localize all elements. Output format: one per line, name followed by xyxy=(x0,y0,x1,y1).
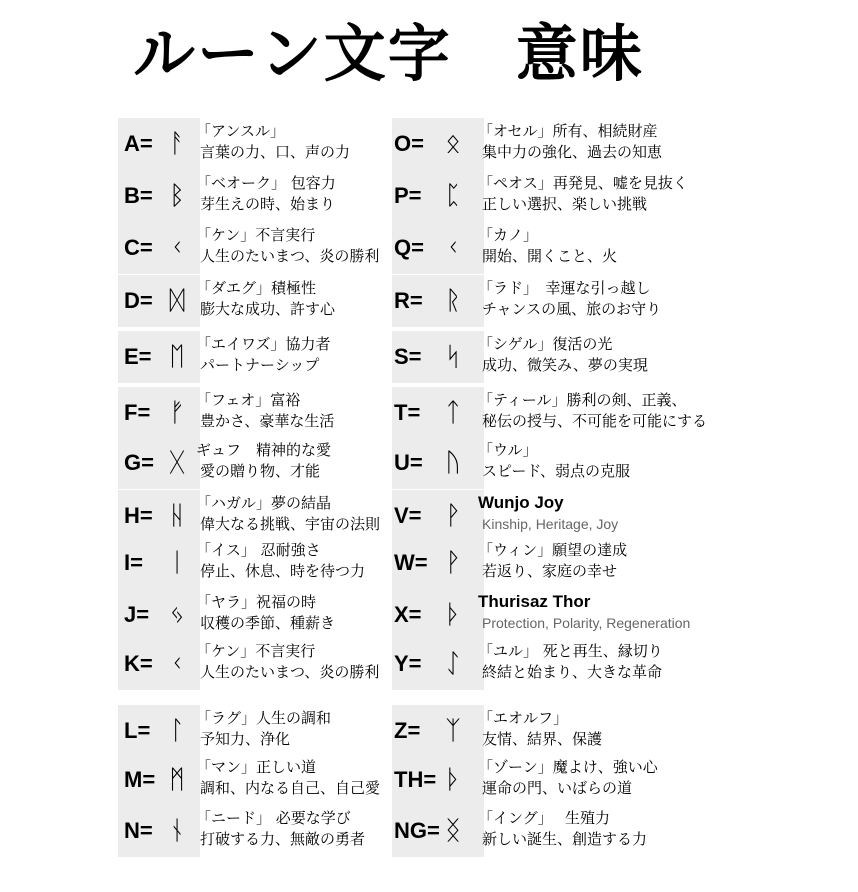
rune-meaning: 集中力の強化、過去の知恵 xyxy=(482,143,663,161)
rune-name: 「イング」 生殖力 xyxy=(478,809,610,827)
rune-meaning: Protection, Polarity, Regeneration xyxy=(482,615,691,631)
rune-entry xyxy=(392,387,712,439)
rune-letter: M= xyxy=(124,767,156,792)
rune-name: 「ヤラ」祝福の時 xyxy=(196,593,317,611)
rune-meaning: 膨大な成功、許す心 xyxy=(200,300,336,318)
rune-name: 「ゾーン」魔よけ、強い心 xyxy=(478,758,658,776)
rune-glyph: ᚷ xyxy=(169,448,185,478)
rune-name: 「マン」正しい道 xyxy=(196,758,317,776)
rune-glyph: ᚾ xyxy=(169,816,185,846)
rune-entry xyxy=(118,490,400,542)
rune-name: 「ベオーク」 包容力 xyxy=(196,174,336,192)
rune-entry xyxy=(392,222,712,274)
rune-entry xyxy=(118,118,400,170)
rune-letter: Q= xyxy=(394,235,424,260)
rune-letter: L= xyxy=(124,718,151,743)
rune-name: Wunjo Joy xyxy=(478,493,564,512)
rune-glyph: ᚦ xyxy=(445,600,461,630)
rune-meaning: 言葉の力、口、声の力 xyxy=(200,143,351,161)
rune-entry xyxy=(118,537,400,589)
rune-name: 「イス」 忍耐強さ xyxy=(196,541,321,559)
rune-meaning: 調和、内なる自己、自己愛 xyxy=(200,779,381,797)
rune-entry xyxy=(118,705,400,757)
rune-name: 「ユル」 死と再生、縁切り xyxy=(478,642,663,660)
rune-entry xyxy=(118,170,400,222)
rune-glyph: ᚹ xyxy=(445,501,461,531)
rune-letter: W= xyxy=(394,550,428,575)
rune-letter: U= xyxy=(394,450,423,475)
rune-name: 「ペオス」再発見、嘘を見抜く xyxy=(478,174,688,192)
rune-glyph: ᚱ xyxy=(445,286,461,316)
rune-glyph: ᛉ xyxy=(445,716,461,746)
rune-letter: T= xyxy=(394,400,421,425)
rune-meaning: 友情、結界、保護 xyxy=(482,730,603,748)
rune-letter: R= xyxy=(394,288,423,313)
rune-entry xyxy=(118,275,400,327)
rune-meaning: 豊かさ、豪華な生活 xyxy=(200,412,335,430)
rune-glyph: ᛖ xyxy=(169,342,185,372)
rune-glyph: ᛒ xyxy=(169,181,185,211)
rune-glyph: ᚨ xyxy=(169,129,185,159)
rune-glyph: ᛇ xyxy=(445,649,461,679)
rune-entry xyxy=(392,754,712,806)
rune-glyph: ᛟ xyxy=(445,129,461,159)
rune-meaning: 停止、休息、時を待つ力 xyxy=(200,562,366,580)
rune-letter: Z= xyxy=(394,718,421,743)
rune-entry xyxy=(392,118,712,170)
rune-meaning: 打破する力、無敵の勇者 xyxy=(200,830,366,848)
rune-glyph: ᛁ xyxy=(169,548,185,578)
rune-entry xyxy=(118,387,400,439)
rune-name: 「カノ」 xyxy=(478,226,539,244)
rune-name: 「ケン」不言実行 xyxy=(196,642,316,660)
rune-letter: B= xyxy=(124,183,153,208)
rune-entry xyxy=(118,331,400,383)
rune-meaning: 終結と始まり、大きな革命 xyxy=(482,663,663,681)
rune-name: 「ケン」不言実行 xyxy=(196,226,316,244)
rune-meaning: 正しい選択、楽しい挑戦 xyxy=(482,195,648,213)
rune-meaning: 人生のたいまつ、炎の勝利 xyxy=(200,663,380,681)
rune-glyph: ᚺ xyxy=(169,501,185,531)
rune-name: 「ハガル」夢の結晶 xyxy=(196,494,332,512)
rune-name: 「エイワズ」協力者 xyxy=(196,335,331,353)
rune-entry xyxy=(118,589,400,641)
rune-entry xyxy=(118,805,400,857)
rune-entry xyxy=(392,589,712,641)
rune-meaning: 開始、開くこと、火 xyxy=(482,247,618,265)
rune-glyph: ᚲ xyxy=(169,649,185,679)
rune-meaning: 成功、微笑み、夢の実現 xyxy=(482,356,648,374)
rune-entry xyxy=(392,275,712,327)
rune-name: 「オセル」所有、相続財産 xyxy=(478,122,658,140)
rune-meaning: スピード、弱点の克服 xyxy=(482,462,631,480)
rune-letter: E= xyxy=(124,344,152,369)
rune-name: Thurisaz Thor xyxy=(478,592,591,611)
rune-letter: S= xyxy=(394,344,422,369)
rune-meaning: Kinship, Heritage, Joy xyxy=(482,516,619,532)
rune-letter: F= xyxy=(124,400,151,425)
rune-glyph: ᛋ xyxy=(445,342,461,372)
rune-entry xyxy=(392,490,712,542)
rune-glyph: ᛝ xyxy=(445,816,461,846)
rune-name: 「フェオ」富裕 xyxy=(196,391,301,409)
rune-name: 「シゲル」復活の光 xyxy=(478,335,613,353)
rune-meaning: チャンスの風、旅のお守り xyxy=(482,300,662,318)
rune-meaning: 予知力、浄化 xyxy=(200,730,291,748)
rune-entry xyxy=(118,222,400,274)
rune-name: 「アンスル」 xyxy=(196,122,285,140)
rune-glyph: ᚠ xyxy=(169,398,185,428)
rune-name: 「ラグ」人生の調和 xyxy=(196,709,332,727)
rune-letter: Y= xyxy=(394,651,422,676)
rune-letter: NG= xyxy=(394,818,440,843)
rune-letter: V= xyxy=(394,503,422,528)
rune-entry xyxy=(118,638,400,690)
rune-meaning: 愛の贈り物、才能 xyxy=(200,462,321,480)
rune-letter: N= xyxy=(124,818,153,843)
rune-letter: P= xyxy=(394,183,422,208)
rune-letter: I= xyxy=(124,550,143,575)
rune-glyph: ᛃ xyxy=(169,600,185,630)
rune-entry xyxy=(392,805,712,857)
rune-entry xyxy=(118,437,400,489)
rune-name: 「ダエグ」積極性 xyxy=(196,279,317,297)
rune-name: 「ウル」 xyxy=(478,441,538,459)
rune-glyph: ᚹ xyxy=(445,548,461,578)
rune-letter: A= xyxy=(124,131,153,156)
rune-name: 「エオルフ」 xyxy=(478,709,569,727)
rune-entry xyxy=(118,754,400,806)
rune-meaning: 秘伝の授与、不可能を可能にする xyxy=(482,412,708,430)
rune-entry xyxy=(392,170,712,222)
rune-letter: C= xyxy=(124,235,153,260)
rune-meaning: パートナーシップ xyxy=(200,356,320,374)
rune-entry xyxy=(392,705,712,757)
rune-glyph: ᛞ xyxy=(169,286,185,316)
rune-meaning: 収穫の季節、種薪き xyxy=(200,614,336,632)
rune-name: 「ニード」 必要な学び xyxy=(196,809,351,827)
rune-meaning: 運命の門、いばらの道 xyxy=(482,779,633,797)
rune-name: 「ウィン」願望の達成 xyxy=(478,541,628,559)
rune-entry xyxy=(392,638,712,690)
rune-name: 「ラド」 幸運な引っ越し xyxy=(478,279,651,297)
rune-letter: O= xyxy=(394,131,424,156)
rune-glyph: ᛚ xyxy=(169,716,185,746)
rune-letter: D= xyxy=(124,288,153,313)
rune-letter: H= xyxy=(124,503,153,528)
rune-glyph: ᛈ xyxy=(445,181,461,211)
rune-name: 「ティール」勝利の剣、正義、 xyxy=(478,391,687,409)
rune-meaning: 偉大なる挑戦、宇宙の法則 xyxy=(200,515,381,533)
rune-glyph: ᚲ xyxy=(169,233,185,263)
rune-entry xyxy=(392,331,712,383)
rune-letter: K= xyxy=(124,651,153,676)
rune-meaning: 若返り、家庭の幸せ xyxy=(482,562,618,580)
page-title: ルーン文字 意味 xyxy=(133,17,644,90)
rune-glyph: ᛏ xyxy=(445,398,461,428)
rune-letter: TH= xyxy=(394,767,437,792)
rune-entry xyxy=(392,537,712,589)
rune-glyph: ᛗ xyxy=(169,765,185,795)
rune-letter: X= xyxy=(394,602,422,627)
rune-meaning: 人生のたいまつ、炎の勝利 xyxy=(200,247,380,265)
rune-letter: G= xyxy=(124,450,154,475)
rune-glyph: ᚢ xyxy=(445,448,461,478)
rune-glyph: ᚦ xyxy=(445,765,461,795)
rune-name: ギュフ 精神的な愛 xyxy=(196,441,332,459)
rune-entry xyxy=(392,437,712,489)
rune-letter: J= xyxy=(124,602,150,627)
rune-meaning: 芽生えの時、始まり xyxy=(200,195,336,213)
rune-glyph: ᚲ xyxy=(445,233,461,263)
rune-meaning: 新しい誕生、創造する力 xyxy=(482,830,648,848)
